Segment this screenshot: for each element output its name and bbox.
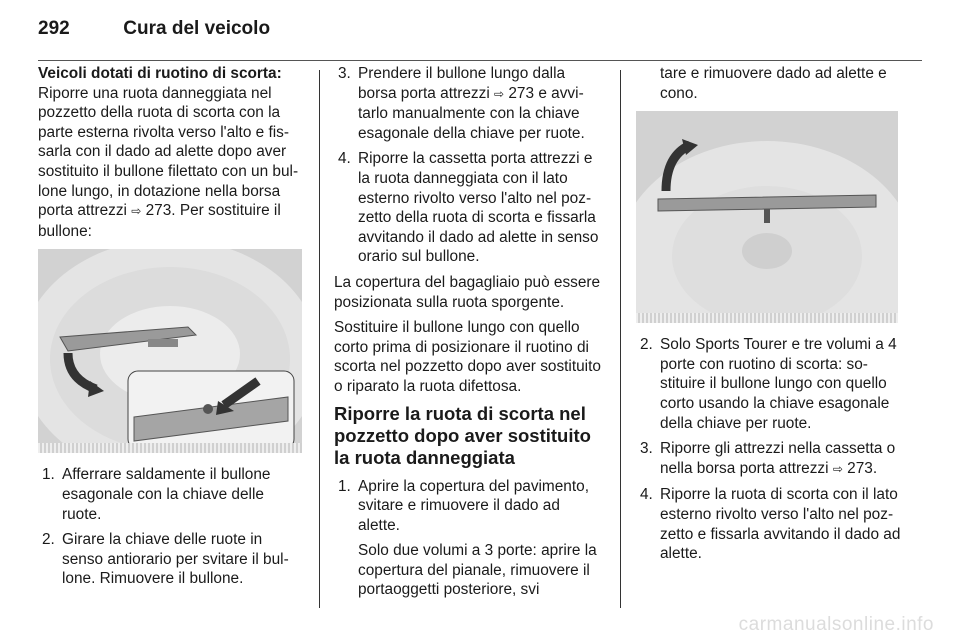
page-number: 292 [38, 18, 70, 39]
steps-list-1 [38, 465, 304, 589]
list-item: 4. Riporre la ruota di scorta con il lato esterno rivolto verso l'alto nel pozzetto e fissarla avvitando il dado ad alette. [640, 486, 901, 563]
continued-text: tare e rimuovere dado ad alette e cono. [660, 65, 887, 102]
column-1 [38, 64, 304, 595]
paragraph: Sostituire il bullone lungo con quello corto prima di posizionare il ruotino di scorta nel pozzetto dopo aver sostituito o riparato la ruota difettosa. [334, 319, 601, 395]
list-item: 1. Afferrare saldamente il bullone esagonale con la chiave delle ruote. [42, 466, 271, 523]
steps-list-2 [334, 64, 606, 267]
list-item: 4. Riporre la cassetta porta attrezzi e la ruota danneggiata con il lato esterno rivolto verso l'alto nel pozzetto della ruota di scorta e fissarla avvitando il dado ad alette in senso orario sul bullone. [338, 150, 599, 266]
paragraph: La copertura del bagagliaio può essere posizionata sulla ruota sporgente. [334, 273, 601, 311]
page-ref-arrow-icon: ⇨ [494, 86, 505, 101]
column-divider-2 [620, 70, 621, 608]
steps-list-4 [636, 335, 902, 564]
column-divider-1 [319, 70, 320, 608]
list-item: 2. Solo Sports Tourer e tre volumi a 4 porte con ruotino di scorta: sostituire il bullone lungo con quello corto usando la chiave esagonale della chiave per ruote. [640, 336, 897, 432]
watermark: carmanualsonline.info [738, 614, 934, 635]
list-item: 3. Prendere il bullone lungo dalla borsa porta attrezzi ⇨ 273 e avvitarlo manualmente con la chiave esagonale della chiave per ruote. [338, 65, 585, 142]
wheel-illustration [38, 249, 302, 453]
header-rule [38, 60, 922, 61]
page-ref-link[interactable]: 273. Per sostituire il bullone: [38, 202, 281, 240]
page-ref-arrow-icon: ⇨ [832, 461, 843, 476]
step-note: Solo due volumi a 3 porte: aprire la copertura del pianale, rimuovere il portaoggetti posteriore, svi [358, 542, 597, 599]
intro-paragraph: Veicoli dotati di ruotino di scorta: Riporre una ruota danneggiata nel pozzetto della ruota di scorta con la parte esterna rivolta verso l'alto e fissarla con il dado ad alette dopo aver sostituito il bullone filettato con un bullone lungo, in dotazione nella borsa porta attrezzi ⇨ 273. Per sostituire il bullone: [38, 65, 299, 240]
list-item: 2. Girare la chiave delle ruote in senso antiorario per svitare il bullone. Rimuovere il bullone. [42, 531, 289, 588]
steps-list-3 [334, 477, 606, 601]
list-item: 1. Aprire la copertura del pavimento, svitare e rimuovere il dado ad alette. Solo due volumi a 3 porte: aprire la copertura del pianale, rimuovere il portaoggetti posteriore, svi [334, 477, 606, 601]
list-item: 3. Riporre gli attrezzi nella cassetta o nella borsa porta attrezzi ⇨ 273. [640, 440, 896, 477]
section-heading: Riporre la ruota di scorta nel pozzetto dopo aver sostituito la ruota danneggiata [334, 402, 591, 468]
page-ref-link[interactable]: 273. [847, 459, 878, 477]
page-ref-arrow-icon: ⇨ [131, 204, 142, 219]
page-header [38, 18, 270, 40]
spare-wheel-illustration [636, 111, 898, 323]
figure-wheel-wrench [38, 249, 302, 453]
intro-heading: Veicoli dotati di ruotino di scorta: [38, 65, 282, 82]
page-title: Cura del veicolo [123, 18, 271, 39]
page-ref-link[interactable]: 273 [508, 84, 535, 102]
column-3 [636, 64, 902, 570]
column-2 [334, 64, 606, 606]
figure-spare-wheel [636, 111, 898, 323]
